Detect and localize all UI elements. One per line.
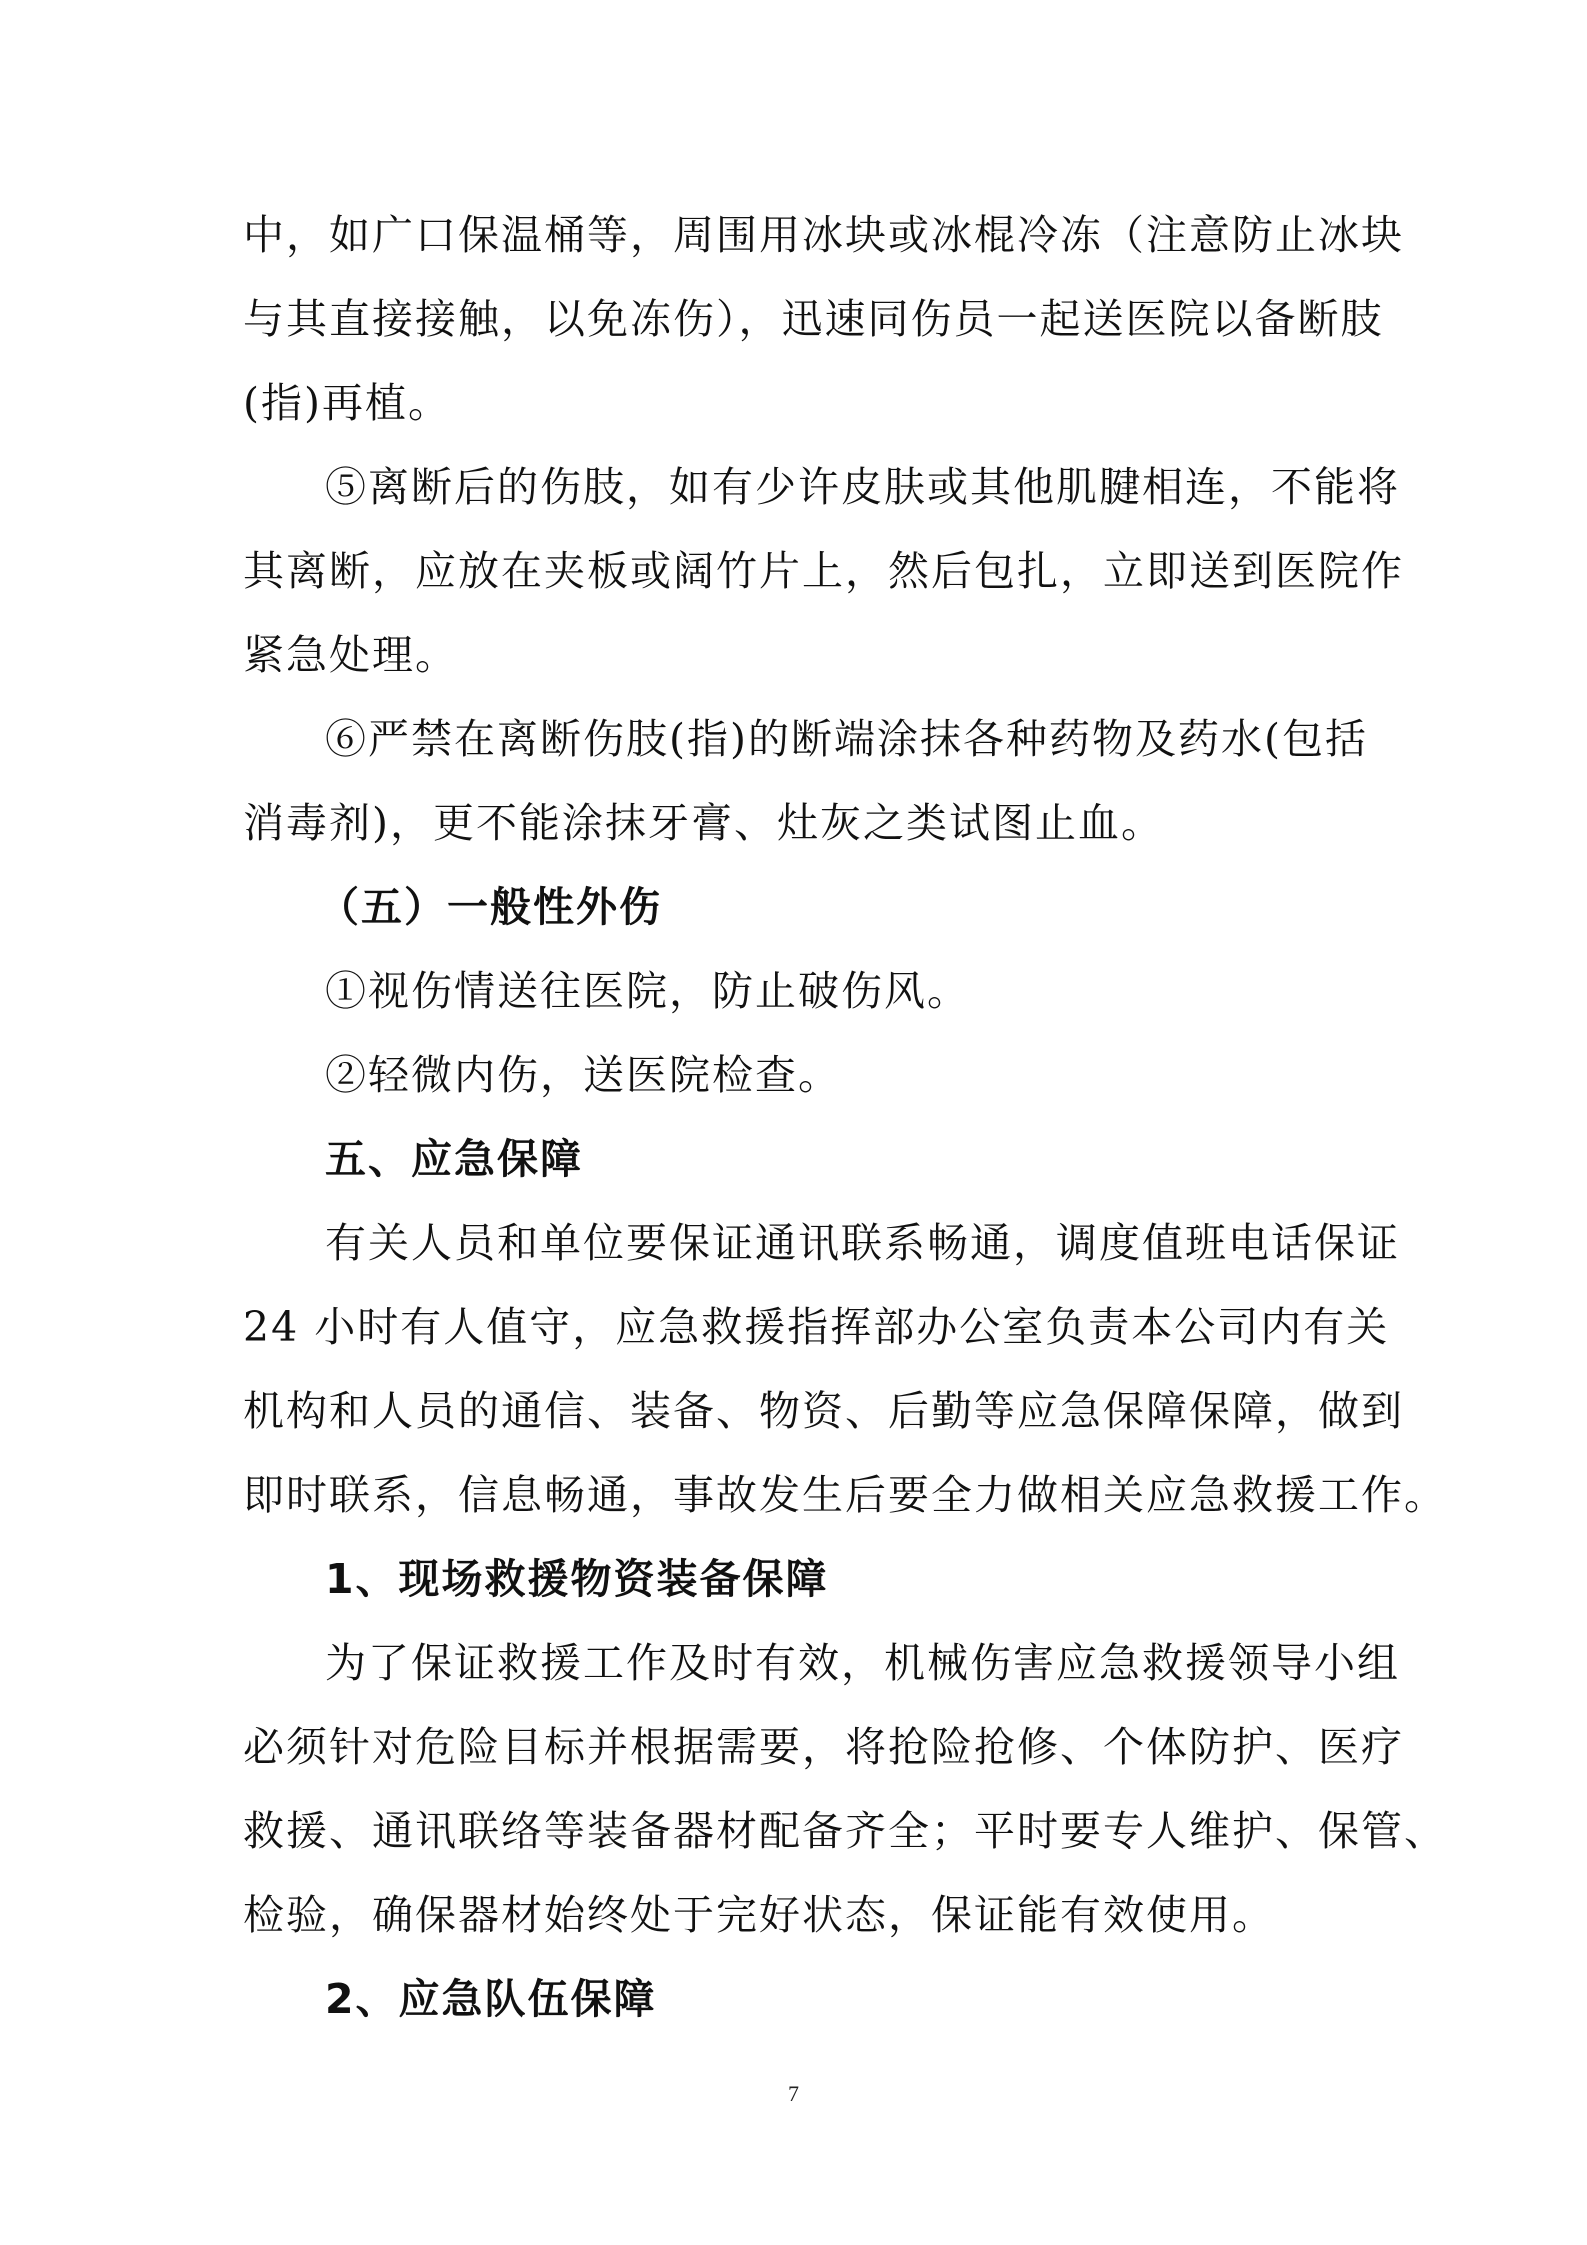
paragraph-line: 检验，确保器材始终处于完好状态，保证能有效使用。 — [243, 1891, 1275, 1939]
paragraph-line: ②轻微内伤，送医院检查。 — [325, 1051, 841, 1099]
paragraph-line: ⑤离断后的伤肢，如有少许皮肤或其他肌腱相连，不能将 — [325, 463, 1400, 511]
paragraph-line: 与其直接接触，以免冻伤），迅速同伤员一起送医院以备断肢 — [243, 295, 1384, 343]
subsection-heading: （五）一般性外伤 — [318, 883, 662, 931]
paragraph-line: 紧急处理。 — [243, 631, 458, 679]
paragraph-line: 有关人员和单位要保证通讯联系畅通，调度值班电话保证 — [325, 1219, 1400, 1267]
paragraph-line: ⑥严禁在离断伤肢(指)的断端涂抹各种药物及药水(包括 — [325, 715, 1368, 763]
section-heading: 五、应急保障 — [325, 1135, 583, 1183]
subsection-heading: 1、现场救援物资装备保障 — [325, 1555, 829, 1603]
paragraph-line: 消毒剂)，更不能涂抹牙膏、灶灰之类试图止血。 — [243, 799, 1164, 847]
paragraph-line: 必须针对危险目标并根据需要，将抢险抢修、个体防护、医疗 — [243, 1723, 1404, 1771]
paragraph-line: 机构和人员的通信、装备、物资、后勤等应急保障保障，做到 — [243, 1387, 1404, 1435]
paragraph-line: 即时联系，信息畅通，事故发生后要全力做相关应急救援工作。 — [243, 1471, 1447, 1519]
paragraph-line: 为了保证救援工作及时有效，机械伤害应急救援领导小组 — [325, 1639, 1400, 1687]
paragraph-line: 其离断，应放在夹板或阔竹片上，然后包扎，立即送到医院作 — [243, 547, 1404, 595]
paragraph-line: (指)再植。 — [243, 379, 451, 427]
subsection-heading: 2、应急队伍保障 — [325, 1975, 657, 2023]
paragraph-line: 24 小时有人值守，应急救援指挥部办公室负责本公司内有关 — [243, 1303, 1390, 1351]
page-number: 7 — [788, 2081, 799, 2106]
paragraph-line: 中，如广口保温桶等，周围用冰块或冰棍冷冻（注意防止冰块 — [243, 211, 1404, 259]
paragraph-line: 救援、通讯联络等装备器材配备齐全；平时要专人维护、保管、 — [243, 1807, 1447, 1855]
paragraph-line: ①视伤情送往医院，防止破伤风。 — [325, 967, 970, 1015]
